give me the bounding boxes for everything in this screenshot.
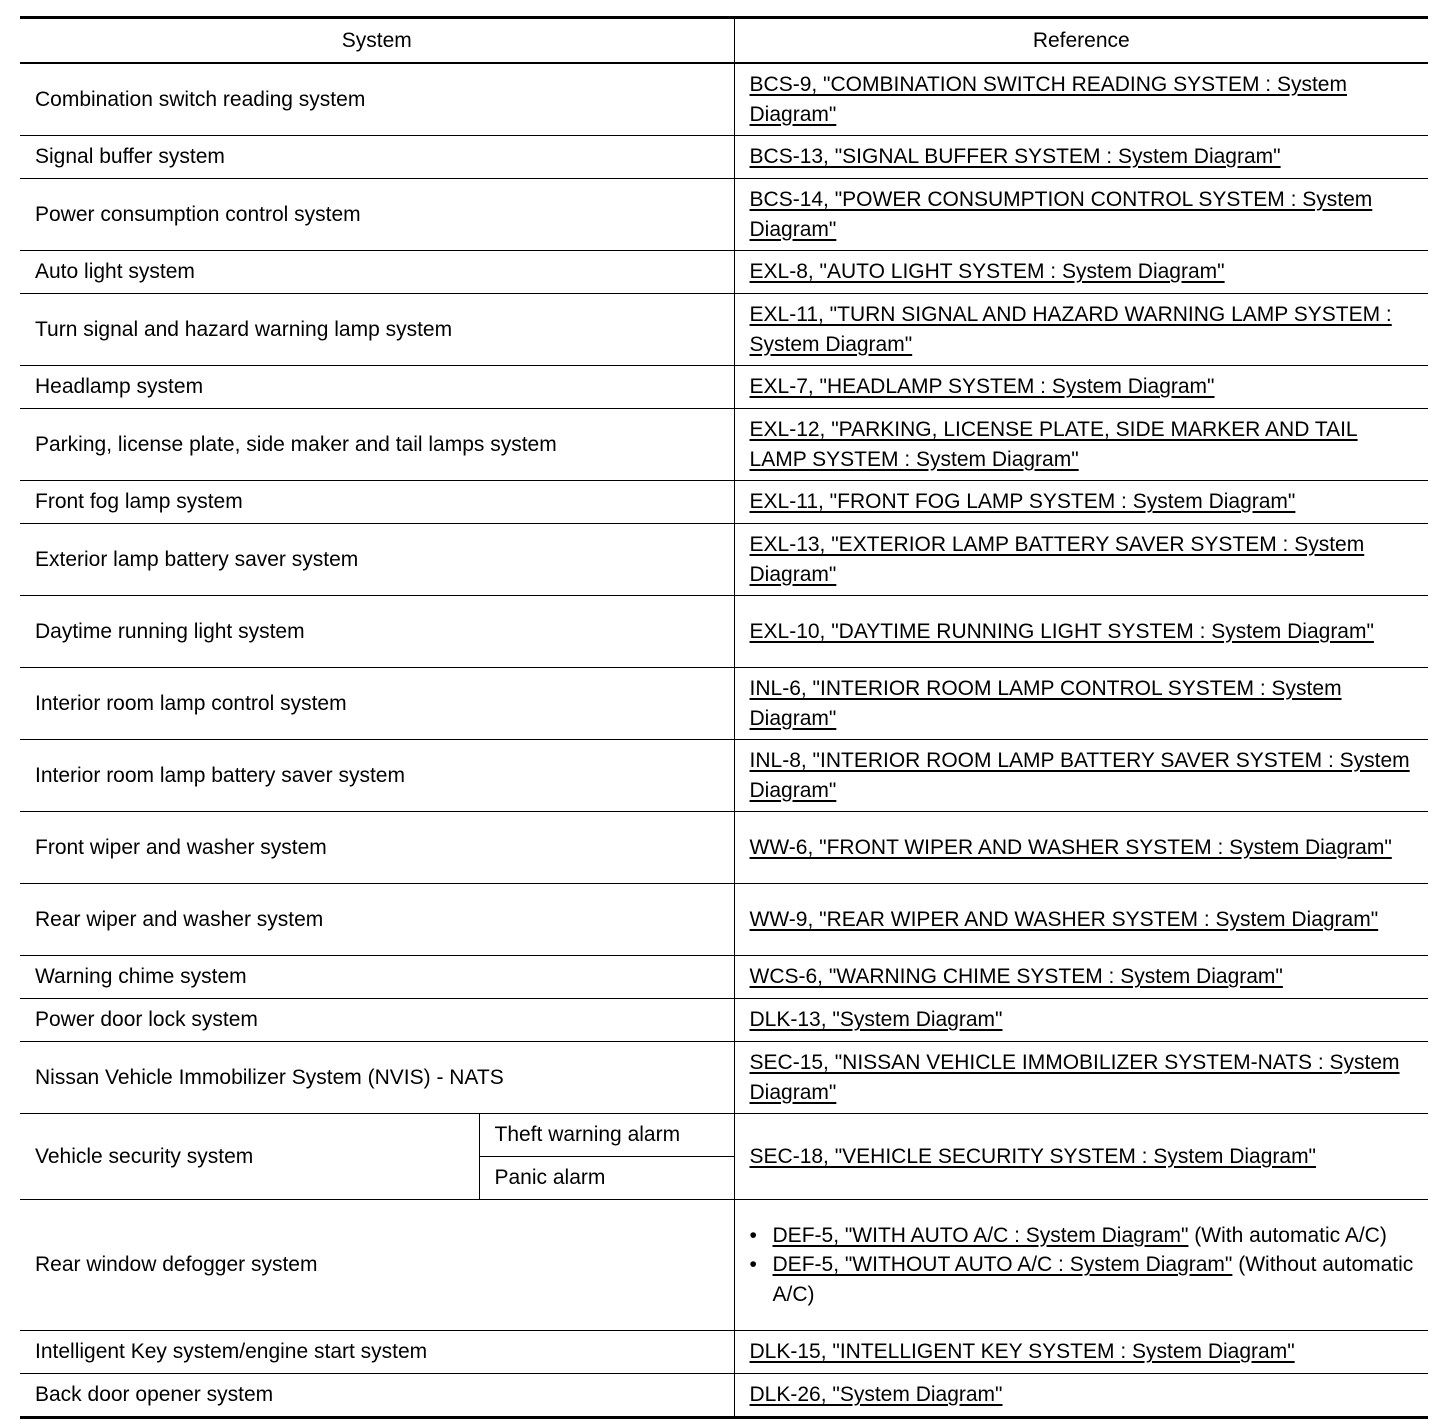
table-row xyxy=(20,481,1428,524)
reference-note: (Without automatic A/C) xyxy=(772,1253,1414,1306)
table-row xyxy=(20,999,1428,1042)
bullet-icon: • xyxy=(749,1253,757,1277)
system-reference-table xyxy=(20,16,1428,1419)
system-name: Front wiper and washer system xyxy=(20,812,734,884)
reference-cell xyxy=(734,956,1428,999)
list-item xyxy=(750,1250,1419,1309)
reference-cell xyxy=(734,1114,1428,1200)
system-name: Back door opener system xyxy=(20,1374,734,1418)
system-name: Front fog lamp system xyxy=(20,481,734,524)
security-row xyxy=(20,1114,1428,1157)
table-row xyxy=(20,740,1428,812)
bullet-icon: • xyxy=(749,1223,757,1247)
reference-cell xyxy=(734,251,1428,294)
reference-cell xyxy=(734,999,1428,1042)
table-row xyxy=(20,956,1428,999)
table-row xyxy=(20,409,1428,481)
sub-system-theft-warning: Theft warning alarm xyxy=(479,1114,734,1157)
reference-link[interactable]: EXL-12, "PARKING, LICENSE PLATE, SIDE MARKER AND TAIL LAMP SYSTEM : System Diagram" xyxy=(749,418,1358,471)
reference-cell xyxy=(734,136,1428,179)
reference-link[interactable]: SEC-18, "VEHICLE SECURITY SYSTEM : System Diagram" xyxy=(749,1144,1317,1168)
reference-cell xyxy=(734,481,1428,524)
list-item xyxy=(750,1221,1419,1251)
table-row xyxy=(20,1331,1428,1374)
system-name: Turn signal and hazard warning lamp system xyxy=(20,294,734,366)
reference-link[interactable]: INL-8, "INTERIOR ROOM LAMP BATTERY SAVER SYSTEM : System Diagram" xyxy=(749,749,1410,802)
reference-cell xyxy=(734,1374,1428,1418)
reference-link[interactable]: DLK-15, "INTELLIGENT KEY SYSTEM : System Diagram" xyxy=(749,1340,1295,1364)
system-name: Rear wiper and washer system xyxy=(20,884,734,956)
system-name: Daytime running light system xyxy=(20,596,734,668)
reference-link[interactable]: EXL-10, "DAYTIME RUNNING LIGHT SYSTEM : System Diagram" xyxy=(749,619,1374,643)
reference-link[interactable]: WW-6, "FRONT WIPER AND WASHER SYSTEM : System Diagram" xyxy=(749,835,1392,859)
reference-link[interactable]: DLK-26, "System Diagram" xyxy=(749,1383,1003,1407)
reference-link[interactable]: EXL-13, "EXTERIOR LAMP BATTERY SAVER SYSTEM : System Diagram" xyxy=(749,533,1365,586)
reference-cell xyxy=(734,812,1428,884)
reference-cell xyxy=(734,179,1428,251)
reference-cell xyxy=(734,1042,1428,1114)
system-name: Power door lock system xyxy=(20,999,734,1042)
reference-link[interactable]: DEF-5, "WITHOUT AUTO A/C : System Diagram" xyxy=(772,1253,1233,1277)
header-row xyxy=(20,18,1428,64)
reference-cell xyxy=(734,524,1428,596)
reference-link[interactable]: EXL-7, "HEADLAMP SYSTEM : System Diagram" xyxy=(749,375,1215,399)
reference-link[interactable]: BCS-14, "POWER CONSUMPTION CONTROL SYSTEM : System Diagram" xyxy=(749,188,1373,241)
table-row xyxy=(20,524,1428,596)
table-row xyxy=(20,668,1428,740)
reference-cell xyxy=(734,409,1428,481)
reference-link[interactable]: DEF-5, "WITH AUTO A/C : System Diagram" xyxy=(772,1223,1189,1247)
reference-cell xyxy=(734,366,1428,409)
table-row xyxy=(20,136,1428,179)
system-name: Vehicle security system xyxy=(20,1114,479,1200)
table-row xyxy=(20,63,1428,136)
reference-cell xyxy=(734,596,1428,668)
table-row xyxy=(20,596,1428,668)
table-row xyxy=(20,294,1428,366)
table-row xyxy=(20,884,1428,956)
reference-link[interactable]: SEC-15, "NISSAN VEHICLE IMMOBILIZER SYSTEM-NATS : System Diagram" xyxy=(749,1051,1400,1104)
system-name: Signal buffer system xyxy=(20,136,734,179)
reference-link[interactable]: DLK-13, "System Diagram" xyxy=(749,1008,1003,1032)
reference-link[interactable]: EXL-11, "TURN SIGNAL AND HAZARD WARNING LAMP SYSTEM : System Diagram" xyxy=(749,303,1392,356)
reference-list xyxy=(750,1221,1419,1310)
system-name: Rear window defogger system xyxy=(20,1200,734,1331)
reference-cell xyxy=(734,1331,1428,1374)
system-name: Headlamp system xyxy=(20,366,734,409)
header-system: System xyxy=(20,18,734,64)
system-name: Nissan Vehicle Immobilizer System (NVIS) - NATS xyxy=(20,1042,734,1114)
reference-cell xyxy=(734,63,1428,136)
reference-link[interactable]: WW-9, "REAR WIPER AND WASHER SYSTEM : System Diagram" xyxy=(749,907,1379,931)
reference-cell xyxy=(734,294,1428,366)
table-row xyxy=(20,1042,1428,1114)
system-name: Exterior lamp battery saver system xyxy=(20,524,734,596)
reference-note: (With automatic A/C) xyxy=(1188,1223,1387,1247)
system-name: Interior room lamp control system xyxy=(20,668,734,740)
reference-cell xyxy=(734,884,1428,956)
reference-cell xyxy=(734,1200,1428,1331)
system-name: Combination switch reading system xyxy=(20,63,734,136)
sub-system-panic-alarm: Panic alarm xyxy=(479,1157,734,1200)
table-row xyxy=(20,179,1428,251)
table-row xyxy=(20,812,1428,884)
reference-cell xyxy=(734,740,1428,812)
system-name: Auto light system xyxy=(20,251,734,294)
system-name: Intelligent Key system/engine start system xyxy=(20,1331,734,1374)
header-reference: Reference xyxy=(734,18,1428,64)
table-row xyxy=(20,366,1428,409)
system-name: Parking, license plate, side maker and tail lamps system xyxy=(20,409,734,481)
system-name: Interior room lamp battery saver system xyxy=(20,740,734,812)
reference-cell xyxy=(734,668,1428,740)
reference-link[interactable]: EXL-11, "FRONT FOG LAMP SYSTEM : System Diagram" xyxy=(749,490,1296,514)
system-name: Warning chime system xyxy=(20,956,734,999)
reference-link[interactable]: INL-6, "INTERIOR ROOM LAMP CONTROL SYSTEM : System Diagram" xyxy=(749,677,1342,730)
defogger-row xyxy=(20,1200,1428,1331)
table-row xyxy=(20,251,1428,294)
reference-link[interactable]: BCS-9, "COMBINATION SWITCH READING SYSTEM : System Diagram" xyxy=(749,73,1347,126)
reference-link[interactable]: BCS-13, "SIGNAL BUFFER SYSTEM : System Diagram" xyxy=(749,145,1281,169)
system-name: Power consumption control system xyxy=(20,179,734,251)
reference-link[interactable]: EXL-8, "AUTO LIGHT SYSTEM : System Diagram" xyxy=(749,260,1225,284)
reference-link[interactable]: WCS-6, "WARNING CHIME SYSTEM : System Diagram" xyxy=(749,965,1283,989)
table-row xyxy=(20,1374,1428,1418)
